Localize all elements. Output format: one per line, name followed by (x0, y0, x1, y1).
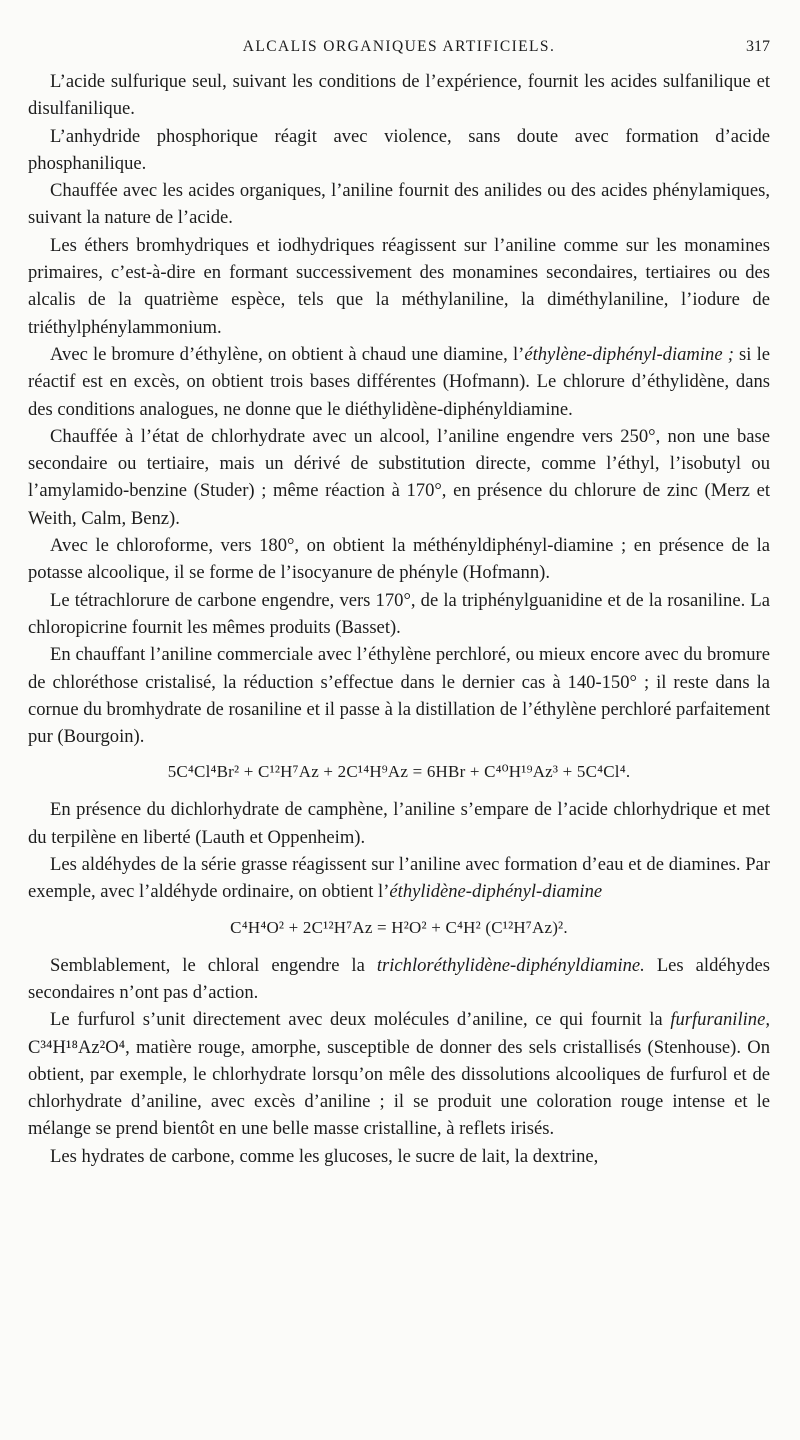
page (28, 38, 770, 1170)
paragraph: Avec le chloroforme, vers 180°, on obtient la méthényldiphényl-diamine ; en présence de la potasse alcoolique, il se forme de l’isocyanure de phényle (Hofmann). (28, 535, 770, 584)
text-run: si le réactif est en excès, on obtient trois bases différentes (Hofmann). Le chlorure d’éthylidène, dans des conditions analogues, ne donne que le diéthylidène-diphényldiamine. (28, 343, 770, 420)
compound-name: trichloréthylidène-diphényldiamine. (376, 954, 645, 976)
paragraph: Les hydrates de carbone, comme les glucoses, le sucre de lait, la dextrine, (50, 1145, 599, 1167)
paragraph (28, 1006, 770, 1142)
paragraph (28, 341, 770, 423)
paragraph: Le tétrachlorure de carbone engendre, vers 170°, de la triphénylguanidine et de la rosaniline. La chloropicrine fournit les mêmes produits (Basset). (28, 589, 770, 638)
body-text (28, 68, 770, 1170)
text-run: Avec le bromure d’éthylène, on obtient à chaud une diamine, l’ (50, 343, 525, 365)
paragraph: L’anhydride phosphorique réagit avec violence, sans doute avec formation d’acide phosphanilique. (28, 125, 770, 174)
paragraph: En chauffant l’aniline commerciale avec l’éthylène perchloré, ou mieux encore avec du bromure de chloréthose cristalisé, la réduction s’effectue dans le dernier cas à 140-150° ; il reste dans la cornue du bromhydrate de rosaniline et il passe à la distillation de l’éthylène perchloré parfaitement pur (Bourgoin). (28, 644, 770, 748)
paragraph: Les éthers bromhydriques et iodhydriques réagissent sur l’aniline comme sur les monamines primaires, c’est-à-dire en formant successivement des monamines secondaires, tertiaires ou des alcalis de la quatrième espèce, tels que la méthylaniline, la diméthylaniline, l’iodure de triéthylphénylammonium. (28, 234, 770, 338)
paragraph: Chauffée à l’état de chlorhydrate avec un alcool, l’aniline engendre vers 250°, non une base secondaire ou tertiaire, mais un dérivé de substitution directe, comme l’éthyl, l’isobutyl ou l’amylamido-benzine (Studer) ; même réaction à 170°, en présence du chlorure de zinc (Merz et Weith, Calm, Benz). (28, 425, 770, 529)
page-header (28, 38, 770, 68)
paragraph: Chauffée avec les acides organiques, l’aniline fournit des anilides ou des acides phénylamiques, suivant la nature de l’acide. (28, 180, 770, 229)
text-run: Les aldéhydes secondaires n’ont pas d’action. (28, 954, 770, 1003)
running-title: ALCALIS ORGANIQUES ARTIFICIELS. (242, 38, 556, 55)
chemical-equation: 5C⁴Cl⁴Br² + C¹²H⁷Az + 2C¹⁴H⁹Az = 6HBr + C⁴⁰H¹⁹Az³ + 5C⁴Cl⁴. (167, 762, 631, 782)
chemical-equation: C⁴H⁴O² + 2C¹²H⁷Az = H²O² + C⁴H² (C¹²H⁷Az)². (230, 917, 568, 937)
text-run: Les aldéhydes de la série grasse réagissent sur l’aniline avec formation d’eau et de diamines. Par exemple, avec l’aldéhyde ordinaire, on obtient l’ (28, 854, 770, 903)
paragraph (28, 851, 770, 906)
text-run: Semblablement, le chloral engendre la (50, 954, 377, 976)
compound-name: éthylidène-diphényl-diamine (389, 881, 603, 903)
paragraph: En présence du dichlorhydrate de camphène, l’aniline s’empare de l’acide chlorhydrique et met du terpilène en liberté (Lauth et Oppenheim). (28, 799, 770, 848)
compound-name: éthylène-diphényl-diamine ; (524, 343, 734, 365)
paragraph (28, 952, 770, 1007)
paragraph: L’acide sulfurique seul, suivant les conditions de l’expérience, fournit les acides sulfanilique et disulfanilique. (28, 71, 770, 120)
page-number: 317 (746, 38, 770, 55)
compound-name: furfuraniline, (670, 1009, 770, 1031)
text-run: C³⁴H¹⁸Az²O⁴, matière rouge, amorphe, susceptible de donner des sels cristallisés (Stenhouse). On obtient, par exemple, le chlorhydrate lorsqu’on mêle des dissolutions alcooliques de furfurol et de chlorhydrate d’aniline, avec excès d’aniline ; il se produit une coloration rouge intense et le mélange se prend bientôt en une belle masse cristalline, à reflets irisés. (28, 1036, 770, 1140)
text-run: Le furfurol s’unit directement avec deux molécules d’aniline, ce qui fournit la (50, 1009, 671, 1031)
